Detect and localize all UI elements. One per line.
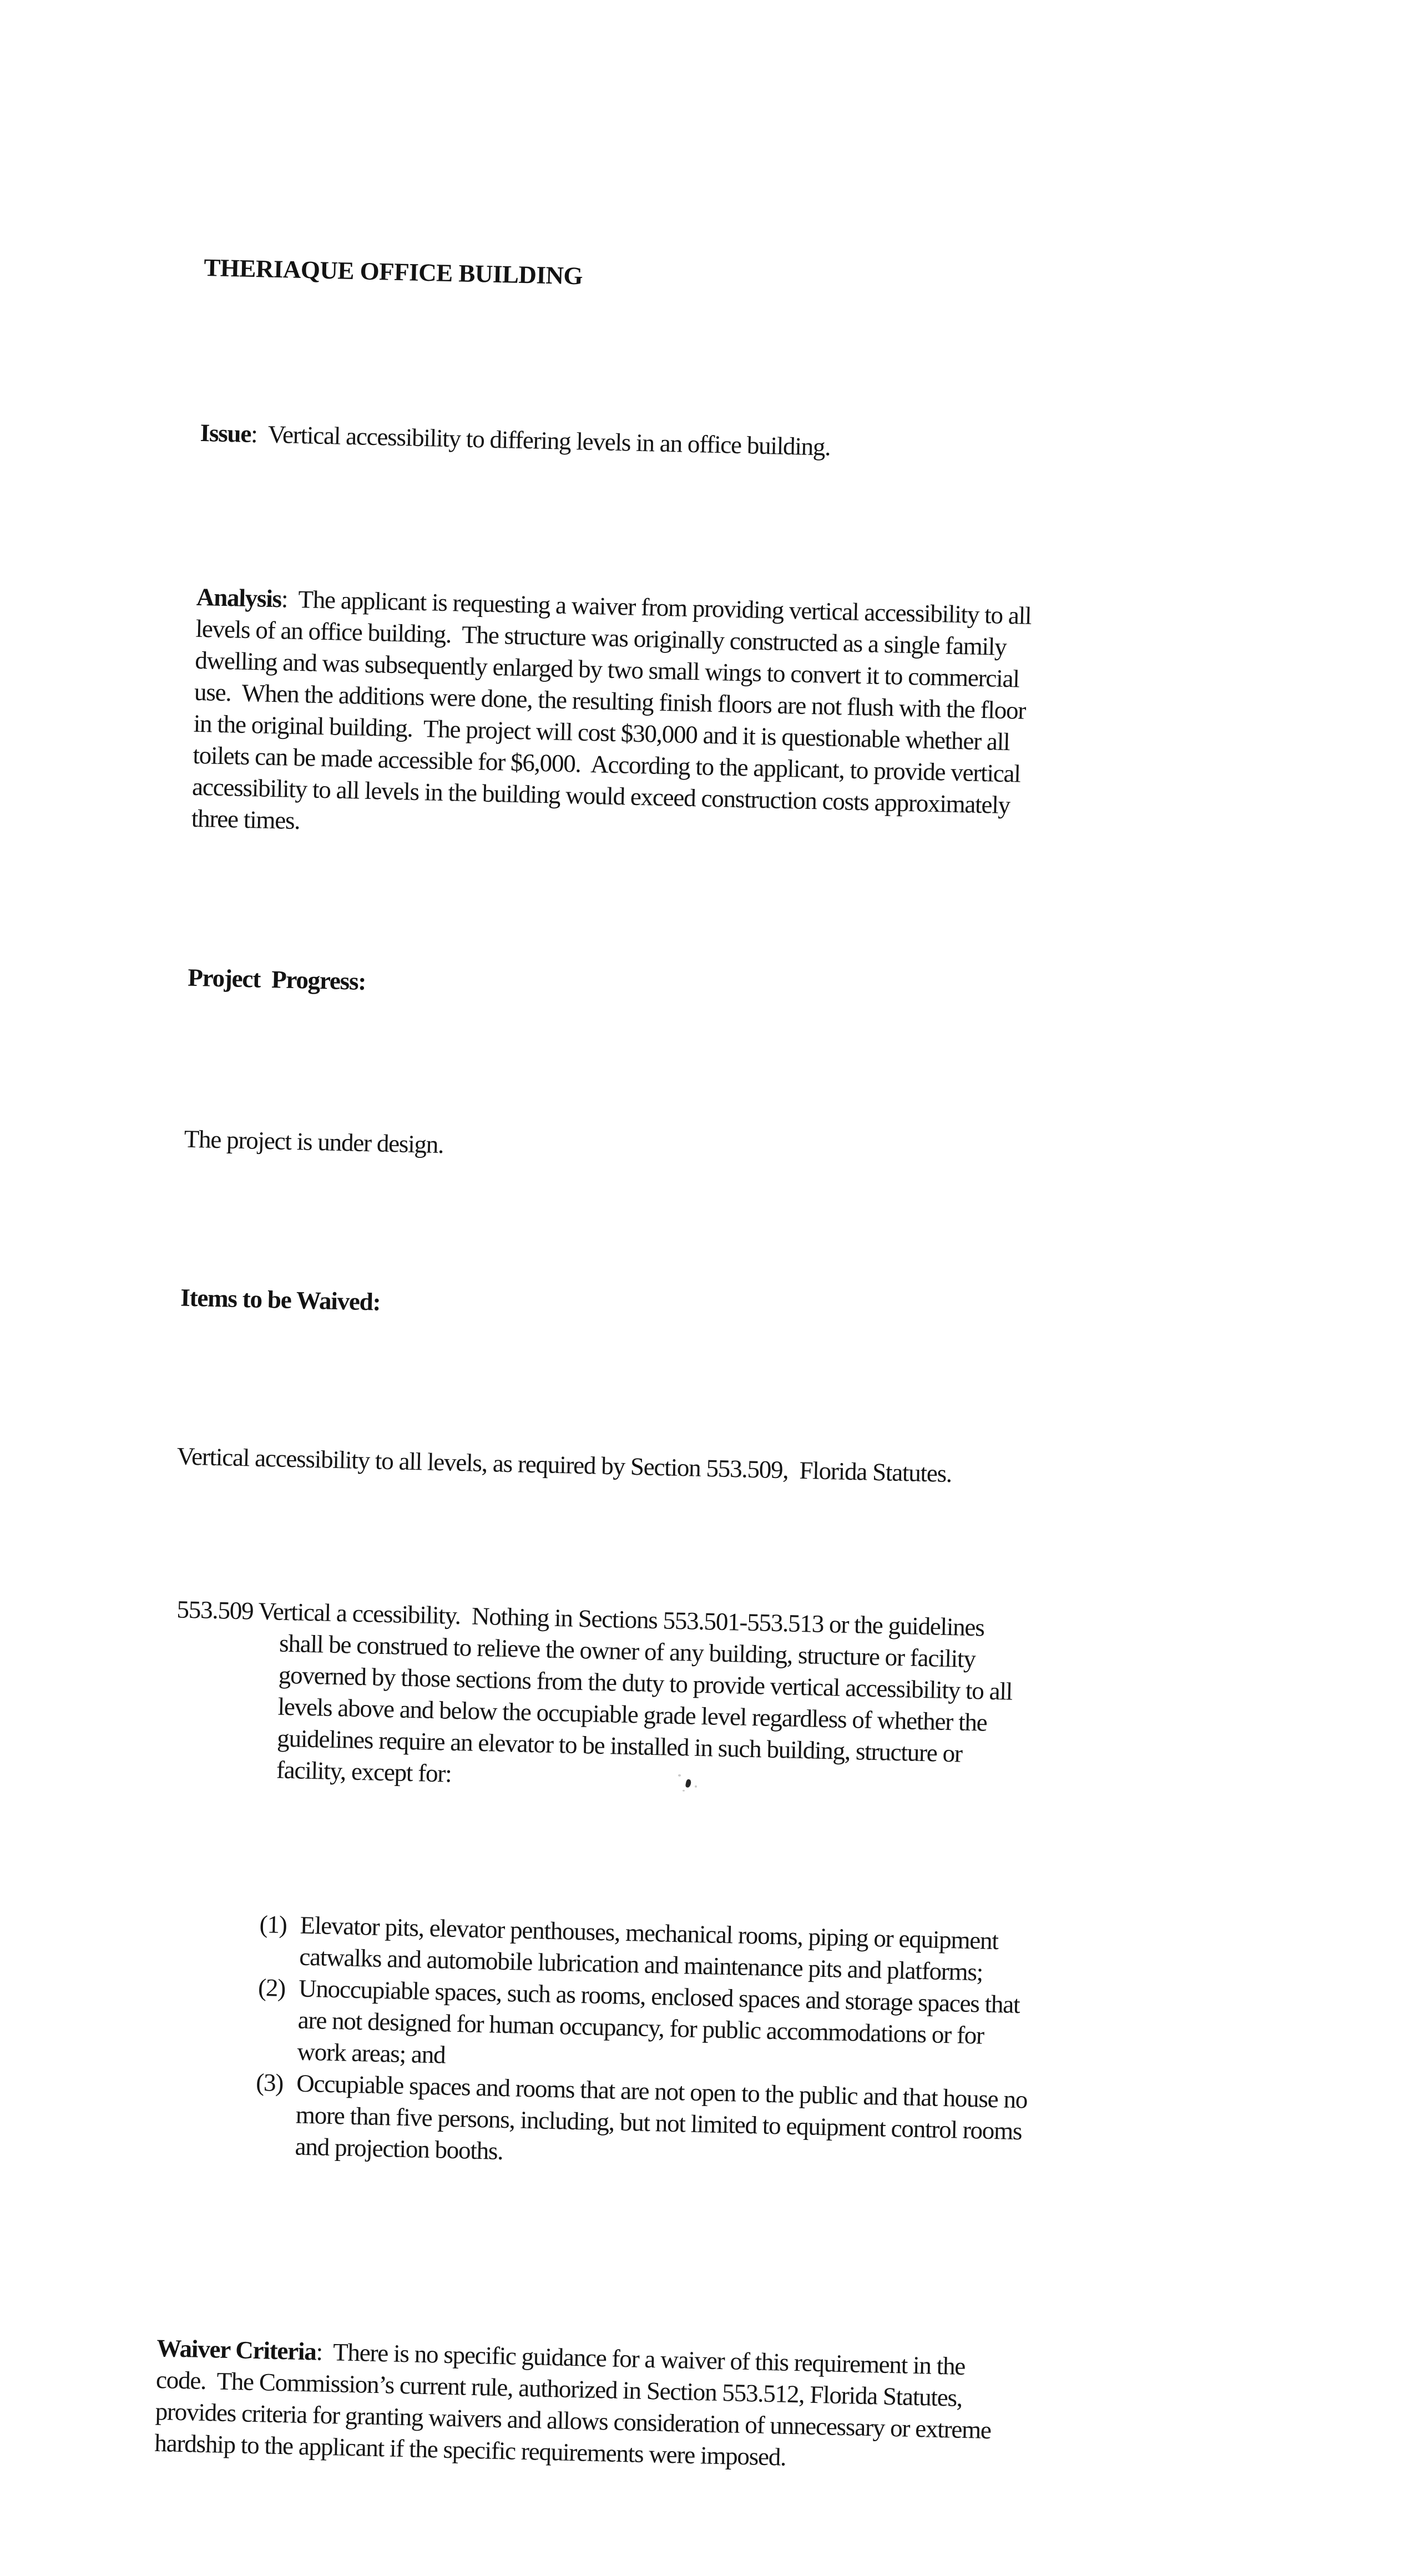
scan-speck [683,1790,685,1791]
statute-quote-paragraph: 553.509 Vertical a ccessibility. Nothing in Sections 553.501-553.513 or the guidelines shall be construed to relieve the owner of any building, structure or facility governed by those sections from the duty to provide vertical accessibility to all levels above and below the occupiable grade level regardless of whether the guidelines require an elevator to be installed in such building, structure or facility, except for: [176,1595,1013,1788]
scan-speck [678,1774,681,1777]
exception-text-3: Occupiable spaces and rooms that are not open to the public and that house no more than five persons, including, but not limited to equipment control rooms and projection booths. [295,2069,1028,2165]
waiver-criteria-text: : There is no specific guidance for a waiver of this requirement in the code. The Commission’s current rule, authorized in Section 553.512, Florida Statutes, provides criteria for granting waivers and allows consideration of unnecessary or extreme hardship to the applicant if the specific requirements were imposed. [154,2337,992,2471]
issue-paragraph [200,417,1182,471]
statute-exception-item-3 [254,2067,1145,2182]
statute-exception-list [254,1909,1149,2182]
exception-text-1: Elevator pits, elevator penthouses, mechanical rooms, piping or equipment catwalks and automobile lubrication and maintenance pits and platforms; [299,1911,999,1986]
issue-label: Issue [200,418,251,448]
exception-number-1: (1) [259,1910,287,1939]
scan-speck [695,1785,697,1788]
waiver-criteria-label: Waiver Criteria [156,2334,317,2366]
analysis-label: Analysis [196,583,282,613]
document-content [152,157,1189,2576]
issue-text: : Vertical accessibility to differing levels in an office building. [250,419,831,461]
document-title: THERIAQUE OFFICE BUILDING [203,253,583,290]
items-to-be-waived-intro: Vertical accessibility to all levels, as required by Section 553.509, Florida Statutes. [176,1442,952,1488]
analysis-text: : The applicant is requesting a waiver from providing vertical accessibility to all levels of an office building. The structure was originally constructed as a single family dwelling and was subsequently enlarged by two small wings to convert it to commercial use. When the additions were done, the resulting finish floors are not flush with the floor in the original building. The project will cost $30,000 and it is questionable whether all toilets can be made accessible for $6,000. According to the applicant, to provide vertical accessibility to all levels in the building would exceed construction costs approximately three times. [191,585,1032,835]
analysis-paragraph [191,581,1179,857]
waiver-criteria-paragraph [154,2332,1139,2481]
project-progress-heading: Project Progress: [187,963,366,995]
items-to-be-waived-heading: Items to be Waived: [180,1283,381,1316]
exception-text-2: Unoccupiable spaces, such as rooms, enclosed spaces and storage spaces that are not designed for human occupancy, for public accommodations or for work areas; and [297,1974,1020,2069]
exception-number-2: (2) [257,1973,286,2002]
exception-number-3: (3) [255,2068,284,2097]
project-progress-text: The project is under design. [184,1125,444,1159]
